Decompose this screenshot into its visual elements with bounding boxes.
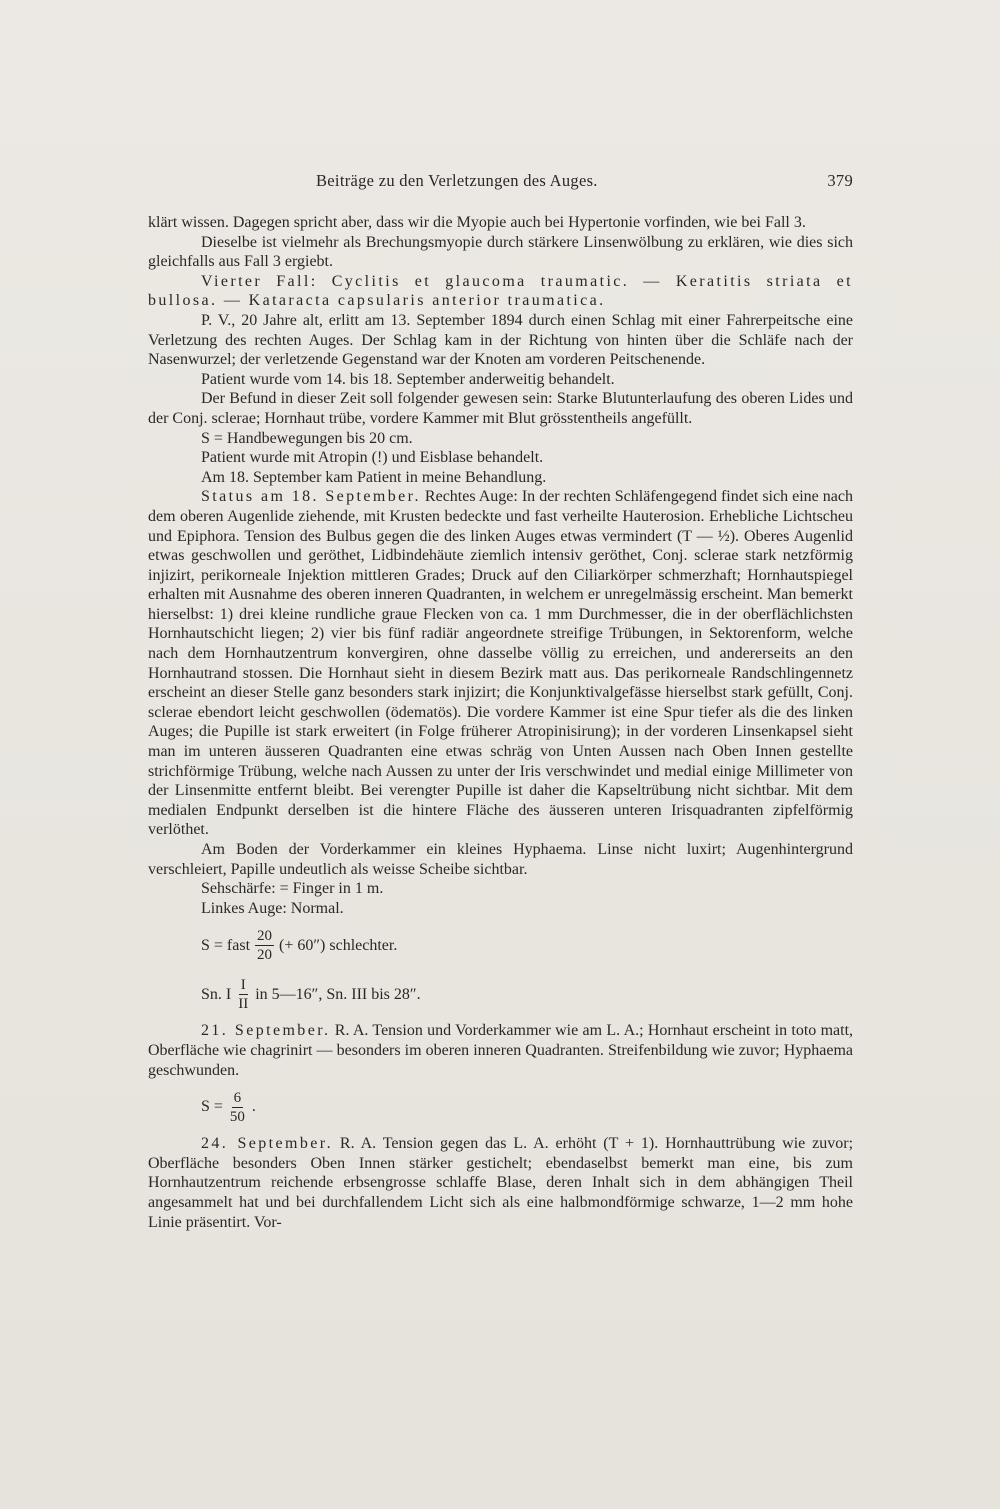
formula-suffix: in 5—16″, Sn. III bis 28″. [255, 985, 421, 1003]
fraction-denominator: II [238, 995, 249, 1012]
paragraph: Der Befund in dieser Zeit soll folgender gewesen sein: Starke Blutunterlaufung des oberen Lides und der Conj. sclerae; Hornhaut trübe, vordere Kammer mit Blut grösstentheils angefüllt. [148, 390, 853, 427]
status-lead: Status am 18. September. [201, 488, 421, 506]
fraction [236, 977, 250, 1012]
paragraph: klärt wissen. Dagegen spricht aber, dass wir die Myopie auch bei Hypertonie vorfinden, wie bei Fall 3. [148, 214, 806, 231]
paragraph: Am Boden der Vorderkammer ein kleines Hyphaema. Linse nicht luxirt; Augenhintergrund verschleiert, Papille undeutlich als weisse Scheibe sichtbar. [148, 841, 853, 878]
fraction-denominator: 20 [257, 946, 273, 963]
entry-date: 21. September. [201, 1022, 331, 1040]
dated-entry [148, 1021, 853, 1080]
formula-suffix: (+ 60″) schlechter. [279, 936, 398, 954]
paragraph: Linkes Auge: Normal. [201, 899, 344, 917]
entry-date: 24. September. [201, 1135, 334, 1153]
case-heading: Vierter Fall: Cyclitis et glaucoma traumatic. — Keratitis striata et bullosa. — Kataracta capsularis anterior traumatica. [148, 272, 853, 310]
visual-acuity-formula [201, 923, 853, 967]
running-head: Beiträge zu den Verletzungen des Auges. [316, 171, 598, 190]
fraction-numerator: 6 [233, 1089, 242, 1106]
formula-prefix: S = fast [201, 936, 251, 954]
entry-text: R. A. Tension und Vorderkammer wie am L. A.; Hornhaut erscheint in toto matt, Oberfläche wie chagrinirt — besonders im oberen inneren Quadranten. Streifenbildung wie zuvor; Hyphaema geschwunden. [148, 1022, 854, 1079]
fraction [255, 928, 274, 963]
paragraph: Am 18. September kam Patient in meine Behandlung. [201, 468, 547, 486]
fraction-numerator: 20 [257, 927, 273, 944]
page-header [148, 171, 853, 199]
body-text [148, 213, 853, 1232]
fraction-denominator: 50 [229, 1108, 245, 1125]
formula-prefix: S = [201, 1098, 223, 1116]
page-number: 379 [827, 171, 853, 190]
status-text: Rechtes Auge: In der rechten Schläfengegend findet sich eine nach dem oberen Augenlide ziehende, mit Krusten bedeckte und fast verheilte Hauterosion. Erhebliche Lichtscheu und Epiphora. Tension des Bulbus gegen die des linken Auges etwas vermindert (T — ½). Oberes Augenlid etwas geschwollen und geröthet, Lidbindehäute ziemlich intensiv geröthet, Conj. sclerae stark netzförmig injizirt, perikorneale Injektion mittleren Grades; Druck auf den Ciliarkörper schmerzhaft; Hornhautspiegel erhalten mit Ausnahme des oberen inneren Quadranten, in welchem er unregelmässig erscheint. Man bemerkt hierselbst: 1) drei kleine rundliche graue Flecken von ca. 1 mm Durchmesser, die in der oberflächlichsten Hornhautschicht liegen; 2) vier bis fünf radiär angeordnete streifige Trübungen, in Sektorenform, welche nach dem Hornhautzentrum konvergiren, ohne dasselbe völlig zu erreichen, und andererseits an den Hornhautrand stossen. Die Hornhaut sieht in diesem Bezirk matt aus. Das perikorneale Randschlingennetz erscheint an dieser Stelle ganz besonders stark injizirt; die Konjunktivalgefässe hierselbst stark gefüllt, Conj. sclerae ebendort leicht geschwollen (ödematös). Die vordere Kammer ist eine Spur tiefer als die des linken Auges; die Pupille ist stark erweitert (in Folge früherer Atropinisirung); in der vorderen Linsenkapsel sieht man im unteren äusseren Quadranten eine etwas schräg von Unten Aussen nach Oben Innen gestellte strichförmige Trübung, welche nach Aussen zu unter der Iris verschwindet und medial einige Millimeter von der Linsenmitte entfernt bleibt. Bei verengter Pupille ist daher die Kapseltrübung nicht sichtbar. Mit dem medialen Endpunkt derselben ist die hintere Fläche des äusseren unteren Irisquadranten zipfelförmig verlöthet. [148, 488, 853, 839]
visual-acuity-formula [201, 1085, 853, 1129]
paragraph: Sehschärfe: = Finger in 1 m. [201, 880, 384, 898]
paragraph: Dieselbe ist vielmehr als Brechungsmyopie durch stärkere Linsenwölbung zu erklären, wie dies sich gleichfalls aus Fall 3 ergiebt. [148, 233, 853, 271]
dated-entry [148, 1134, 853, 1232]
entry-text: R. A. Tension gegen das L. A. erhöht (T + 1). Hornhauttrübung wie zuvor; Oberfläche besonders Oben Innen stärker gestichelt; ebendaselbst bemerkt man eine, bis zum Hornhautzentrum reichende erbsengrosse schlaffe Blase, deren Inhalt sich in dem abhängigen Theil angesammelt hat und bei durchfallendem Licht sich als eine halbmondförmige schwarze, 1—2 mm hohe Linie präsentirt. Vor- [148, 1135, 854, 1231]
paragraph: Patient wurde vom 14. bis 18. September anderweitig behandelt. [201, 370, 615, 388]
snellen-formula [201, 972, 853, 1016]
paragraph: P. V., 20 Jahre alt, erlitt am 13. September 1894 durch einen Schlag mit einer Fahrerpeitsche eine Verletzung des rechten Auges. Der Schlag kam in der Richtung von hinten über die Schläfe nach der Nasenwurzel; der verletzende Gegenstand war der Knoten am vorderen Peitschenende. [148, 311, 853, 369]
paragraph: Patient wurde mit Atropin (!) und Eisblase behandelt. [201, 449, 544, 467]
formula-prefix: Sn. I [201, 985, 232, 1003]
paragraph: S = Handbewegungen bis 20 cm. [201, 429, 413, 447]
formula-suffix: . [251, 1098, 256, 1116]
fraction-numerator: I [240, 976, 246, 993]
fraction [228, 1090, 247, 1125]
status-paragraph [148, 487, 853, 840]
